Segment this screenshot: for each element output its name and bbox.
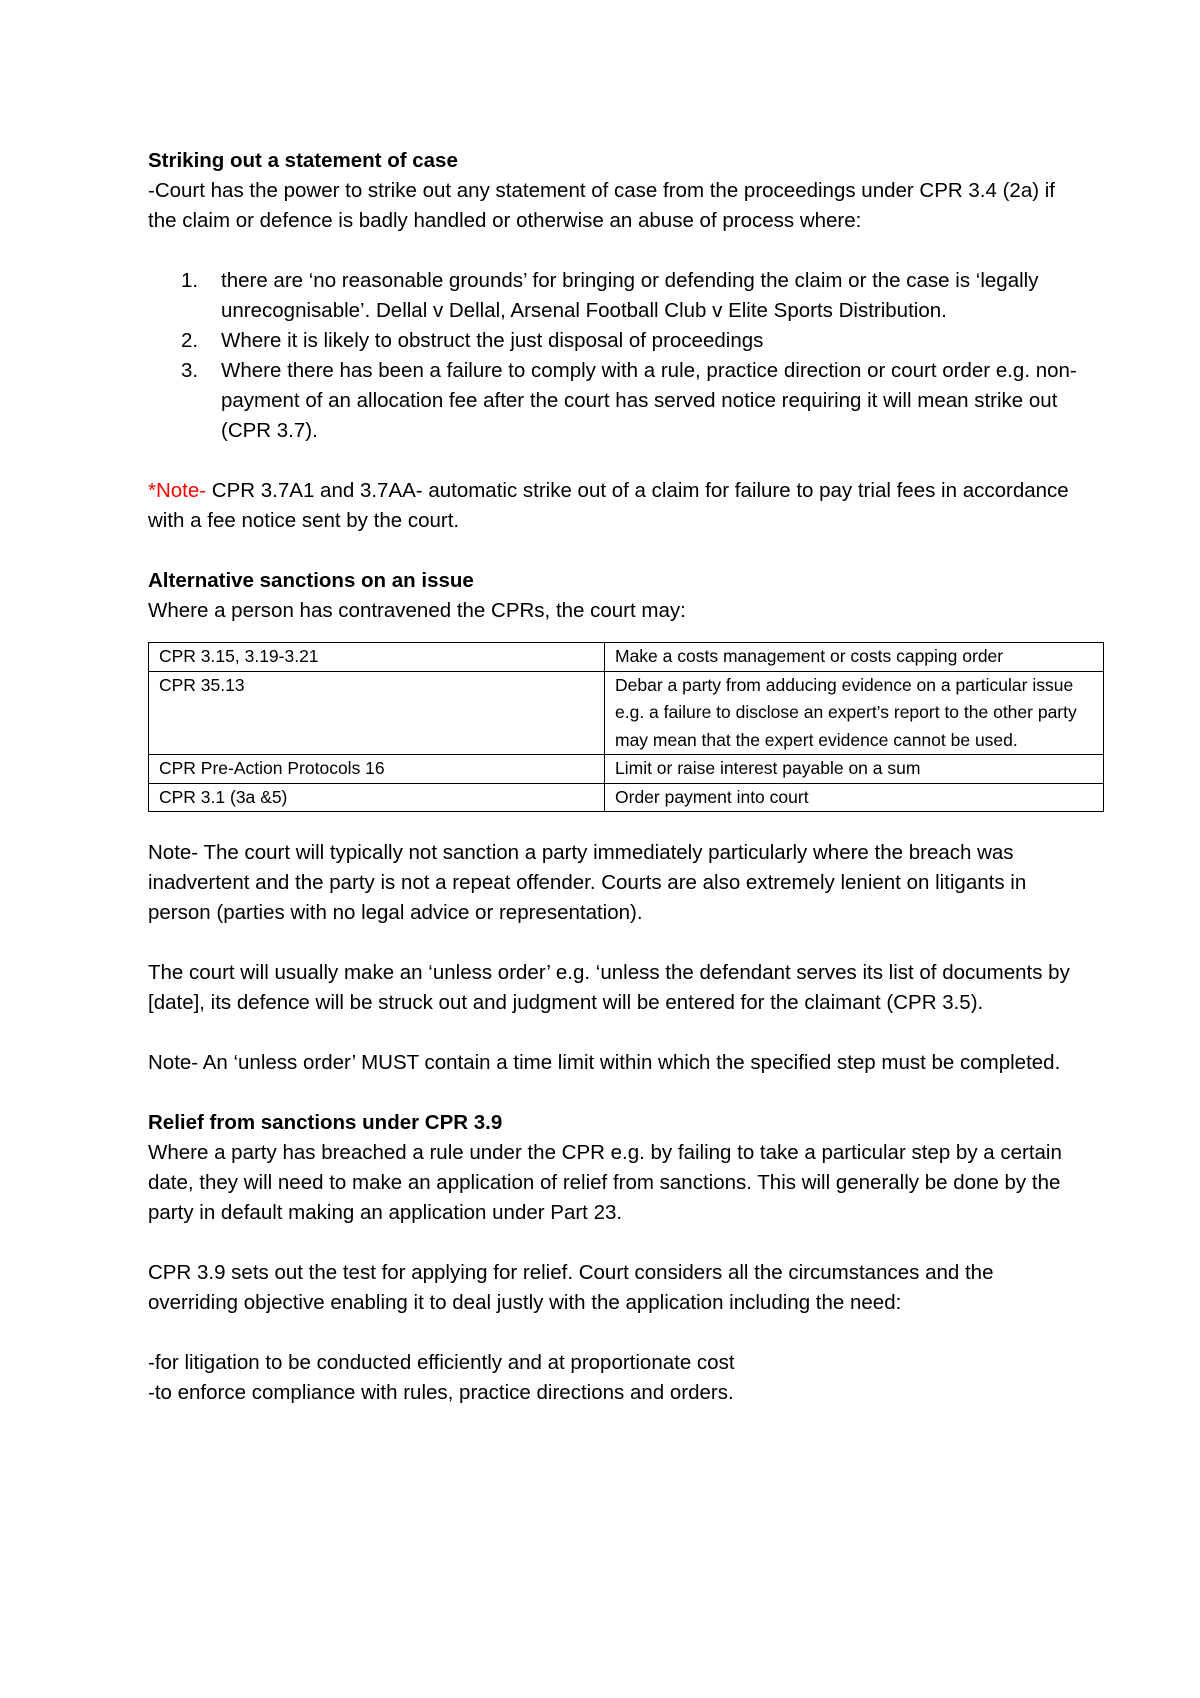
list-item bbox=[148, 266, 1078, 326]
spacer bbox=[148, 928, 1078, 958]
list-number: 3. bbox=[181, 359, 199, 382]
sanctions-table bbox=[148, 642, 1104, 812]
rule-cell: CPR Pre-Action Protocols 16 bbox=[149, 755, 605, 784]
alternative-sanctions-intro: Where a person has contravened the CPRs, the court may: bbox=[148, 599, 686, 622]
unless-order-paragraph: The court will usually make an ‘unless order’ e.g. ‘unless the defendant serves its list of documents by [date], its defence will be struck out and judgment will be entered for the claimant (CPR 3.5). bbox=[148, 961, 1070, 1014]
list-number: 2. bbox=[181, 329, 199, 352]
alternative-sanctions-heading: Alternative sanctions on an issue bbox=[148, 569, 474, 592]
rule-cell: CPR 3.15, 3.19-3.21 bbox=[149, 643, 605, 672]
list-item-text: there are ‘no reasonable grounds’ for bringing or defending the claim or the case is ‘legally unrecognisable’. Dellal v Dellal, Arsenal Football Club v Elite Sports Distribution. bbox=[221, 269, 1039, 322]
table-row bbox=[149, 643, 1104, 672]
spacer bbox=[148, 1078, 1078, 1108]
relief-heading: Relief from sanctions under CPR 3.9 bbox=[148, 1111, 503, 1134]
list-number: 1. bbox=[181, 269, 199, 292]
spacer bbox=[148, 536, 1078, 566]
list-item-text: Where it is likely to obstruct the just disposal of proceedings bbox=[221, 329, 764, 352]
note-text: CPR 3.7A1 and 3.7AA- automatic strike out of a claim for failure to pay trial fees in accordance with a fee notice sent by the court. bbox=[148, 479, 1069, 532]
rule-cell: CPR 3.1 (3a &5) bbox=[149, 783, 605, 812]
sanction-cell: Limit or raise interest payable on a sum bbox=[605, 755, 1104, 784]
sanction-cell: Debar a party from adducing evidence on a particular issue e.g. a failure to disclose an expert’s report to the other party may mean that the expert evidence cannot be used. bbox=[605, 671, 1104, 755]
relief-paragraph-1: Where a party has breached a rule under the CPR e.g. by failing to take a particular step by a certain date, they will need to make an application of relief from sanctions. This will generally be done by the party in default making an application under Part 23. bbox=[148, 1141, 1062, 1224]
rule-cell: CPR 35.13 bbox=[149, 671, 605, 755]
relief-need-1: -for litigation to be conducted efficiently and at proportionate cost bbox=[148, 1351, 735, 1374]
sanction-cell: Make a costs management or costs capping order bbox=[605, 643, 1104, 672]
striking-out-heading: Striking out a statement of case bbox=[148, 149, 458, 172]
unless-order-note: Note- An ‘unless order’ MUST contain a time limit within which the specified step must be completed. bbox=[148, 1051, 1061, 1074]
striking-out-intro: -Court has the power to strike out any statement of case from the proceedings under CPR 3.4 (2a) if the claim or defence is badly handled or otherwise an abuse of process where: bbox=[148, 179, 1056, 232]
list-item bbox=[148, 356, 1078, 446]
spacer bbox=[148, 626, 1078, 642]
relief-paragraph-2: CPR 3.9 sets out the test for applying for relief. Court considers all the circumstances and the overriding objective enabling it to deal justly with the application including the need: bbox=[148, 1261, 994, 1314]
table-row bbox=[149, 783, 1104, 812]
sanction-note: Note- The court will typically not sanction a party immediately particularly where the breach was inadvertent and the party is not a repeat offender. Courts are also extremely lenient on litigants in person (parties with no legal advice or representation). bbox=[148, 841, 1027, 924]
sanction-cell: Order payment into court bbox=[605, 783, 1104, 812]
document-page bbox=[148, 146, 1078, 1408]
grounds-list bbox=[148, 266, 1078, 446]
spacer bbox=[148, 1018, 1078, 1048]
table-row bbox=[149, 671, 1104, 755]
spacer bbox=[148, 1228, 1078, 1258]
list-item-text: Where there has been a failure to comply with a rule, practice direction or court order e.g. non-payment of an allocation fee after the court has served notice requiring it will mean strike out (CPR 3.7). bbox=[221, 359, 1077, 442]
note-label: *Note- bbox=[148, 479, 207, 502]
spacer bbox=[148, 446, 1078, 476]
list-item bbox=[148, 326, 1078, 356]
spacer bbox=[148, 812, 1078, 838]
spacer bbox=[148, 236, 1078, 266]
table-row bbox=[149, 755, 1104, 784]
strike-out-note bbox=[148, 476, 1078, 536]
relief-need-2: -to enforce compliance with rules, practice directions and orders. bbox=[148, 1381, 734, 1404]
spacer bbox=[148, 1318, 1078, 1348]
